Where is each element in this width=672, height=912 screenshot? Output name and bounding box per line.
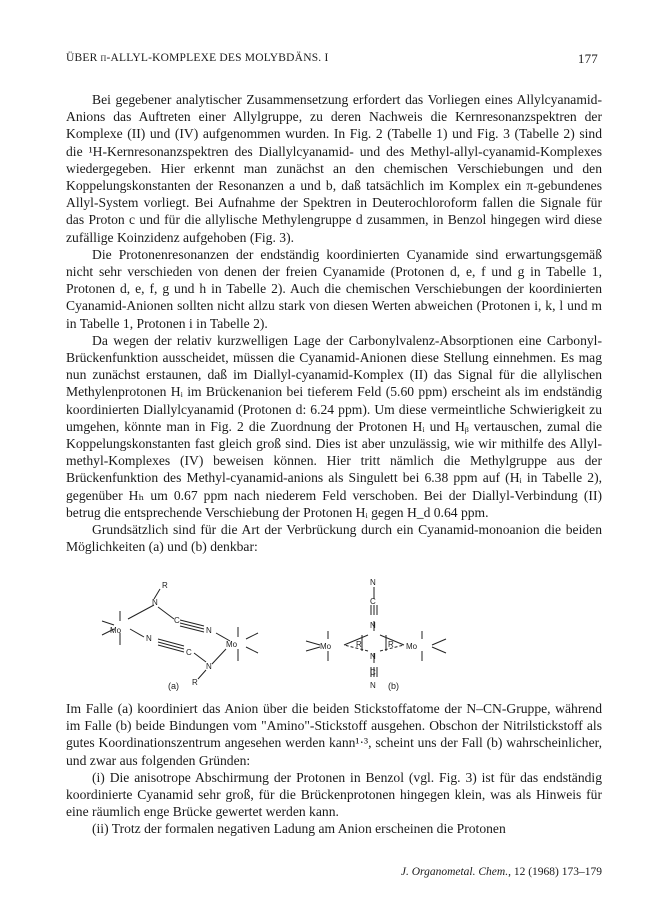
atom-label-n: N xyxy=(152,598,158,607)
paragraph-3: Da wegen der relativ kurzwelligen Lage der Carbonylvalenz-Absorptionen eine Carbonyl-Brückenfunktion ausscheidet, müssen die Cyanamid-Anionen diese Stellung einnehmen. Es mag nun zunächst erstaunen, daß im Diallyl-cyanamid-Komplex (II) das Signal für die allylischen Methylenprotonen Hᵢ im Brückenanion bei tieferem Feld (5.60 ppm) erscheint als im endständig koordinierten Diallylcyanamid (Protonen d: 6.24 ppm). Um diese vermeintliche Schwierigkeit zu umgehen, könnte man in Fig. 2 die Zuordnung der Protonen Hᵢ und Hᵦ vertauschen, zumal die Koppelungskonstanten fast gleich groß sind. Dies ist aber unzulässig, wie wir mithilfe des Allyl-methyl-Komplexes (IV) beweisen können. Hier tritt nämlich die Methylgruppe aus der Brückenfunktion des Methyl-cyanamid-anions als Singulett bei 6.38 ppm auf (Hᵢ in Tabelle 2), gegenüber Hₕ um 0.67 ppm nach niederem Feld verschoben. Bei der Diallyl-Verbindung (II) betrug die entsprechende Verschiebung der Protonen Hᵢ gegen H_d 0.64 ppm. xyxy=(66,332,602,520)
page-number: 177 xyxy=(577,51,598,66)
atom-label-mo: Mo xyxy=(226,640,238,649)
atom-label-mo: Mo xyxy=(110,626,122,635)
atom-label-n: N xyxy=(370,578,376,587)
running-title: ÜBER π-ALLYL-KOMPLEXE DES MOLYBDÄNS. I xyxy=(66,52,329,64)
atom-label-r: R xyxy=(162,581,168,590)
reason-ii: (ii) Trotz der formalen negativen Ladung am Anion erscheinen die Protonen xyxy=(92,821,506,837)
atom-label-c: C xyxy=(174,616,180,625)
atom-label-n: N xyxy=(206,662,212,671)
atom-label-n: N xyxy=(206,626,212,635)
bridging-structures-figure xyxy=(66,575,602,693)
citation-volume: , 12 (1968) 173–179 xyxy=(508,866,602,878)
atom-label-r: R xyxy=(388,640,394,649)
atom-label-n: N xyxy=(370,621,376,630)
body-text-after-figure xyxy=(66,700,602,838)
paragraph-5: Im Falle (a) koordiniert das Anion über die beiden Stickstoffatome der N–CN-Gruppe, während im Falle (b) beide Bindungen vom "Amino"-Stickstoff ausgehen. Obschon der Nitrilstickstoff als gutes Koordinationszentrum angesehen werden kann¹·³, scheint uns der Fall (b) wahrscheinlicher, und zwar aus folgenden Gründen: xyxy=(66,701,602,768)
atom-label-n: N xyxy=(146,634,152,643)
page-header xyxy=(66,52,598,70)
atom-label-mo: Mo xyxy=(320,642,332,651)
paragraph-4: Grundsätzlich sind für die Art der Verbrückung durch ein Cyanamid-monoanion die beiden Möglichkeiten (a) und (b) denkbar: xyxy=(66,522,602,555)
reason-i: (i) Die anisotrope Abschirmung der Protonen in Benzol (vgl. Fig. 3) ist für das endständig koordinierte Cyanamid sehr groß, für die Brückenprotonen hingegen klein, was als Hinweis für eine räumlich enge Brücke gewertet werden kann. xyxy=(66,769,602,820)
atom-label-c: C xyxy=(186,648,192,657)
journal-name: J. Organometal. Chem. xyxy=(400,866,509,878)
atom-label-n: N xyxy=(370,652,376,661)
atom-label-n: N xyxy=(370,681,376,690)
atom-label-mo: Mo xyxy=(406,642,418,651)
figure-label-b: (b) xyxy=(388,681,399,691)
journal-citation xyxy=(401,866,602,878)
paragraph-2: Die Protonenresonanzen der endständig koordinierten Cyanamide sind erwartungsgemäß nicht sehr verschieden von denen der freien Cyanamide (Protonen d, e, f und g in Tabelle 1, Protonen d, e, f, g und h in Tabelle 2). Auch die chemischen Verschiebungen der koordinierten Cyanamid-Anionen sollten nicht allzu stark von diesen Werten abweichen (Protonen i, k, l und m in Tabelle 1, Protonen i in Tabelle 2). xyxy=(66,246,602,331)
figure-label-a: (a) xyxy=(168,681,179,691)
body-text xyxy=(66,91,602,555)
paragraph-1: Bei gegebener analytischer Zusammensetzung erfordert das Vorliegen eines Allylcyanamid-Anions das Auftreten einer Allylgruppe, zu deren Nachweis die Kernresonanzspektren der Komplexe (II) und (IV) aufgenommen wurden. In Fig. 2 (Tabelle 1) und Fig. 3 (Tabelle 2) sind die ¹H-Kernresonanzspektren des Diallylcyanamid- und des Methyl-allyl-cyanamid-Komplexes wiedergegeben. Hier erkennt man zunächst an den chemischen Verschiebungen und den Koppelungskonstanten der Resonanzen a und b, daß tatsächlich im Komplex ein π-gebundenes Allyl-System vorliegt. Bei Aufnahme der Spektren in Deuterochloroform fallen die Signale für das Proton c und für die allylische Methylengruppe d zusammen, in Benzol hingegen wird diese zufällige Koinzidenz aufgehoben (Fig. 3). xyxy=(66,92,602,245)
atom-label-r: R xyxy=(356,640,362,649)
atom-label-c: C xyxy=(370,597,376,606)
atom-label-r: R xyxy=(192,678,198,687)
structure-drawing xyxy=(66,575,602,693)
atom-label-c: C xyxy=(370,668,376,677)
